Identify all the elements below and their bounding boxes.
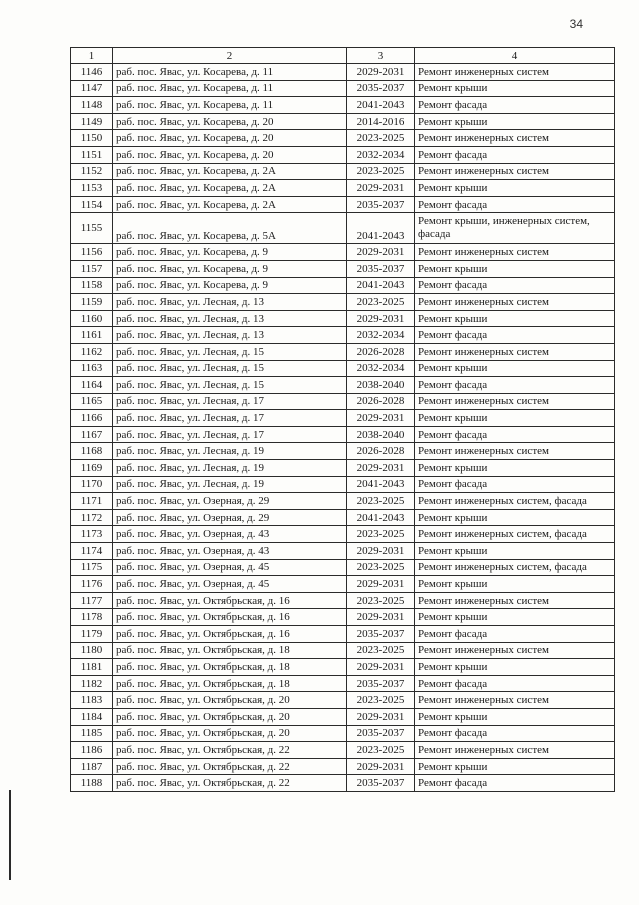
period-cell: 2023-2025 [347,163,415,180]
period-cell: 2014-2016 [347,113,415,130]
period-cell: 2041-2043 [347,277,415,294]
row-number: 1162 [71,343,113,360]
header-row [71,48,615,64]
address-cell: раб. пос. Явас, ул. Косарева, д. 11 [113,64,347,81]
row-number: 1158 [71,277,113,294]
row-number: 1184 [71,708,113,725]
address-cell: раб. пос. Явас, ул. Лесная, д. 15 [113,343,347,360]
row-number: 1171 [71,493,113,510]
period-cell: 2029-2031 [347,64,415,81]
work-type-cell: Ремонт фасада [415,775,615,792]
work-type-cell: Ремонт инженерных систем [415,393,615,410]
row-number: 1160 [71,310,113,327]
table-row [71,327,615,344]
period-cell: 2029-2031 [347,310,415,327]
period-cell: 2032-2034 [347,327,415,344]
table-row [71,692,615,709]
work-type-cell: Ремонт фасада [415,377,615,394]
period-cell: 2035-2037 [347,775,415,792]
address-cell: раб. пос. Явас, ул. Лесная, д. 17 [113,426,347,443]
work-type-cell: Ремонт крыши [415,410,615,427]
address-cell: раб. пос. Явас, ул. Лесная, д. 15 [113,377,347,394]
table-row [71,146,615,163]
address-cell: раб. пос. Явас, ул. Косарева, д. 2А [113,163,347,180]
row-number: 1175 [71,559,113,576]
work-type-cell: Ремонт крыши [415,509,615,526]
row-number: 1181 [71,659,113,676]
address-cell: раб. пос. Явас, ул. Косарева, д. 20 [113,113,347,130]
work-type-cell: Ремонт инженерных систем [415,742,615,759]
address-cell: раб. пос. Явас, ул. Октябрьская, д. 16 [113,626,347,643]
table-row [71,609,615,626]
work-type-cell: Ремонт инженерных систем [415,592,615,609]
row-number: 1180 [71,642,113,659]
row-number: 1177 [71,592,113,609]
row-number: 1152 [71,163,113,180]
work-type-cell: Ремонт крыши [415,659,615,676]
period-cell: 2026-2028 [347,443,415,460]
table-row [71,526,615,543]
work-type-cell: Ремонт инженерных систем [415,443,615,460]
period-cell: 2035-2037 [347,626,415,643]
address-cell: раб. пос. Явас, ул. Озерная, д. 45 [113,559,347,576]
work-type-cell: Ремонт фасада [415,675,615,692]
row-number: 1167 [71,426,113,443]
table-row [71,180,615,197]
work-type-cell: Ремонт крыши [415,113,615,130]
address-cell: раб. пос. Явас, ул. Озерная, д. 45 [113,576,347,593]
period-cell: 2035-2037 [347,80,415,97]
work-type-cell: Ремонт инженерных систем [415,64,615,81]
period-cell: 2023-2025 [347,692,415,709]
table-row [71,758,615,775]
address-cell: раб. пос. Явас, ул. Косарева, д. 11 [113,97,347,114]
period-cell: 2023-2025 [347,130,415,147]
address-cell: раб. пос. Явас, ул. Косарева, д. 20 [113,130,347,147]
row-number: 1163 [71,360,113,377]
address-cell: раб. пос. Явас, ул. Октябрьская, д. 20 [113,708,347,725]
address-cell: раб. пос. Явас, ул. Октябрьская, д. 20 [113,725,347,742]
address-cell: раб. пос. Явас, ул. Косарева, д. 11 [113,80,347,97]
address-cell: раб. пос. Явас, ул. Косарева, д. 5А [113,213,347,244]
address-cell: раб. пос. Явас, ул. Озерная, д. 43 [113,526,347,543]
address-cell: раб. пос. Явас, ул. Лесная, д. 13 [113,327,347,344]
address-cell: раб. пос. Явас, ул. Озерная, д. 29 [113,493,347,510]
period-cell: 2029-2031 [347,180,415,197]
row-number: 1187 [71,758,113,775]
row-number: 1188 [71,775,113,792]
work-type-cell: Ремонт крыши [415,260,615,277]
work-type-cell: Ремонт фасада [415,725,615,742]
table-row [71,360,615,377]
work-type-cell: Ремонт крыши [415,576,615,593]
table-row [71,113,615,130]
address-cell: раб. пос. Явас, ул. Октябрьская, д. 16 [113,592,347,609]
address-cell: раб. пос. Явас, ул. Косарева, д. 20 [113,146,347,163]
period-cell: 2029-2031 [347,410,415,427]
column-header: 3 [347,48,415,64]
column-header: 4 [415,48,615,64]
period-cell: 2029-2031 [347,659,415,676]
address-cell: раб. пос. Явас, ул. Лесная, д. 13 [113,310,347,327]
period-cell: 2032-2034 [347,146,415,163]
period-cell: 2029-2031 [347,460,415,477]
work-type-cell: Ремонт фасада [415,327,615,344]
period-cell: 2032-2034 [347,360,415,377]
address-cell: раб. пос. Явас, ул. Озерная, д. 29 [113,509,347,526]
address-cell: раб. пос. Явас, ул. Лесная, д. 17 [113,393,347,410]
table-row [71,343,615,360]
period-cell: 2035-2037 [347,725,415,742]
work-type-cell: Ремонт крыши [415,360,615,377]
work-type-cell: Ремонт инженерных систем, фасада [415,559,615,576]
row-number: 1165 [71,393,113,410]
table-row [71,163,615,180]
row-number: 1169 [71,460,113,477]
row-number: 1149 [71,113,113,130]
row-number: 1155 [71,213,113,244]
address-cell: раб. пос. Явас, ул. Косарева, д. 9 [113,277,347,294]
address-cell: раб. пос. Явас, ул. Озерная, д. 43 [113,543,347,560]
work-type-cell: Ремонт фасада [415,97,615,114]
table-row [71,476,615,493]
work-type-cell: Ремонт крыши [415,310,615,327]
row-number: 1179 [71,626,113,643]
work-type-cell: Ремонт крыши [415,80,615,97]
row-number: 1164 [71,377,113,394]
work-type-cell: Ремонт крыши [415,609,615,626]
row-number: 1166 [71,410,113,427]
period-cell: 2023-2025 [347,642,415,659]
period-cell: 2023-2025 [347,526,415,543]
row-number: 1146 [71,64,113,81]
row-number: 1182 [71,675,113,692]
period-cell: 2029-2031 [347,708,415,725]
table-row [71,576,615,593]
work-type-cell: Ремонт инженерных систем [415,692,615,709]
table-row [71,130,615,147]
row-number: 1170 [71,476,113,493]
period-cell: 2029-2031 [347,543,415,560]
row-number: 1178 [71,609,113,626]
work-type-cell: Ремонт крыши [415,543,615,560]
period-cell: 2029-2031 [347,758,415,775]
table-row [71,80,615,97]
period-cell: 2041-2043 [347,97,415,114]
work-type-cell: Ремонт инженерных систем, фасада [415,526,615,543]
table-row [71,310,615,327]
address-cell: раб. пос. Явас, ул. Косарева, д. 2А [113,196,347,213]
work-type-cell: Ремонт фасада [415,277,615,294]
period-cell: 2023-2025 [347,742,415,759]
work-type-cell: Ремонт крыши [415,180,615,197]
row-number: 1174 [71,543,113,560]
period-cell: 2029-2031 [347,244,415,261]
work-type-cell: Ремонт инженерных систем, фасада [415,493,615,510]
row-number: 1186 [71,742,113,759]
work-type-cell: Ремонт фасада [415,426,615,443]
address-cell: раб. пос. Явас, ул. Лесная, д. 13 [113,294,347,311]
repair-schedule-table [70,47,615,792]
table-row [71,410,615,427]
table-row [71,725,615,742]
row-number: 1151 [71,146,113,163]
table-row [71,509,615,526]
address-cell: раб. пос. Явас, ул. Октябрьская, д. 16 [113,609,347,626]
address-cell: раб. пос. Явас, ул. Октябрьская, д. 22 [113,758,347,775]
work-type-cell: Ремонт фасада [415,476,615,493]
address-cell: раб. пос. Явас, ул. Косарева, д. 2А [113,180,347,197]
table-row [71,244,615,261]
work-type-cell: Ремонт фасада [415,196,615,213]
work-type-cell: Ремонт крыши [415,708,615,725]
table-row [71,675,615,692]
table-row [71,559,615,576]
margin-rule [9,790,11,880]
address-cell: раб. пос. Явас, ул. Октябрьская, д. 18 [113,675,347,692]
period-cell: 2035-2037 [347,260,415,277]
table-row [71,294,615,311]
address-cell: раб. пос. Явас, ул. Октябрьская, д. 22 [113,742,347,759]
row-number: 1168 [71,443,113,460]
row-number: 1148 [71,97,113,114]
work-type-cell: Ремонт инженерных систем [415,130,615,147]
table-row [71,592,615,609]
address-cell: раб. пос. Явас, ул. Лесная, д. 19 [113,476,347,493]
work-type-cell: Ремонт крыши [415,460,615,477]
address-cell: раб. пос. Явас, ул. Косарева, д. 9 [113,244,347,261]
table-row [71,443,615,460]
table-row [71,196,615,213]
address-cell: раб. пос. Явас, ул. Октябрьская, д. 18 [113,642,347,659]
column-header: 1 [71,48,113,64]
table-row [71,64,615,81]
column-header: 2 [113,48,347,64]
period-cell: 2041-2043 [347,509,415,526]
row-number: 1183 [71,692,113,709]
address-cell: раб. пос. Явас, ул. Косарева, д. 9 [113,260,347,277]
work-type-cell: Ремонт крыши, инженерных систем, фасада [415,213,615,244]
period-cell: 2029-2031 [347,609,415,626]
work-type-cell: Ремонт фасада [415,626,615,643]
period-cell: 2026-2028 [347,393,415,410]
table-row [71,260,615,277]
address-cell: раб. пос. Явас, ул. Октябрьская, д. 18 [113,659,347,676]
period-cell: 2035-2037 [347,196,415,213]
table-row [71,493,615,510]
period-cell: 2023-2025 [347,493,415,510]
work-type-cell: Ремонт инженерных систем [415,163,615,180]
address-cell: раб. пос. Явас, ул. Октябрьская, д. 22 [113,775,347,792]
row-number: 1161 [71,327,113,344]
table-row [71,426,615,443]
table-row [71,626,615,643]
address-cell: раб. пос. Явас, ул. Лесная, д. 19 [113,443,347,460]
work-type-cell: Ремонт инженерных систем [415,244,615,261]
row-number: 1150 [71,130,113,147]
address-cell: раб. пос. Явас, ул. Лесная, д. 17 [113,410,347,427]
row-number: 1156 [71,244,113,261]
period-cell: 2041-2043 [347,213,415,244]
period-cell: 2023-2025 [347,559,415,576]
table-row [71,543,615,560]
table-row [71,642,615,659]
period-cell: 2023-2025 [347,294,415,311]
table-row [71,742,615,759]
table-row [71,460,615,477]
period-cell: 2035-2037 [347,675,415,692]
period-cell: 2041-2043 [347,476,415,493]
row-number: 1153 [71,180,113,197]
table-row [71,213,615,244]
row-number: 1159 [71,294,113,311]
work-type-cell: Ремонт инженерных систем [415,294,615,311]
period-cell: 2038-2040 [347,426,415,443]
table-row [71,708,615,725]
work-type-cell: Ремонт фасада [415,146,615,163]
row-number: 1173 [71,526,113,543]
row-number: 1157 [71,260,113,277]
work-type-cell: Ремонт инженерных систем [415,642,615,659]
period-cell: 2026-2028 [347,343,415,360]
period-cell: 2029-2031 [347,576,415,593]
row-number: 1147 [71,80,113,97]
row-number: 1176 [71,576,113,593]
row-number: 1185 [71,725,113,742]
address-cell: раб. пос. Явас, ул. Лесная, д. 19 [113,460,347,477]
table-row [71,97,615,114]
period-cell: 2023-2025 [347,592,415,609]
table-row [71,377,615,394]
work-type-cell: Ремонт инженерных систем [415,343,615,360]
period-cell: 2038-2040 [347,377,415,394]
work-type-cell: Ремонт крыши [415,758,615,775]
table-row [71,393,615,410]
row-number: 1172 [71,509,113,526]
table-row [71,659,615,676]
page-number: 34 [569,17,583,31]
row-number: 1154 [71,196,113,213]
address-cell: раб. пос. Явас, ул. Лесная, д. 15 [113,360,347,377]
table-row [71,277,615,294]
address-cell: раб. пос. Явас, ул. Октябрьская, д. 20 [113,692,347,709]
table-row [71,775,615,792]
